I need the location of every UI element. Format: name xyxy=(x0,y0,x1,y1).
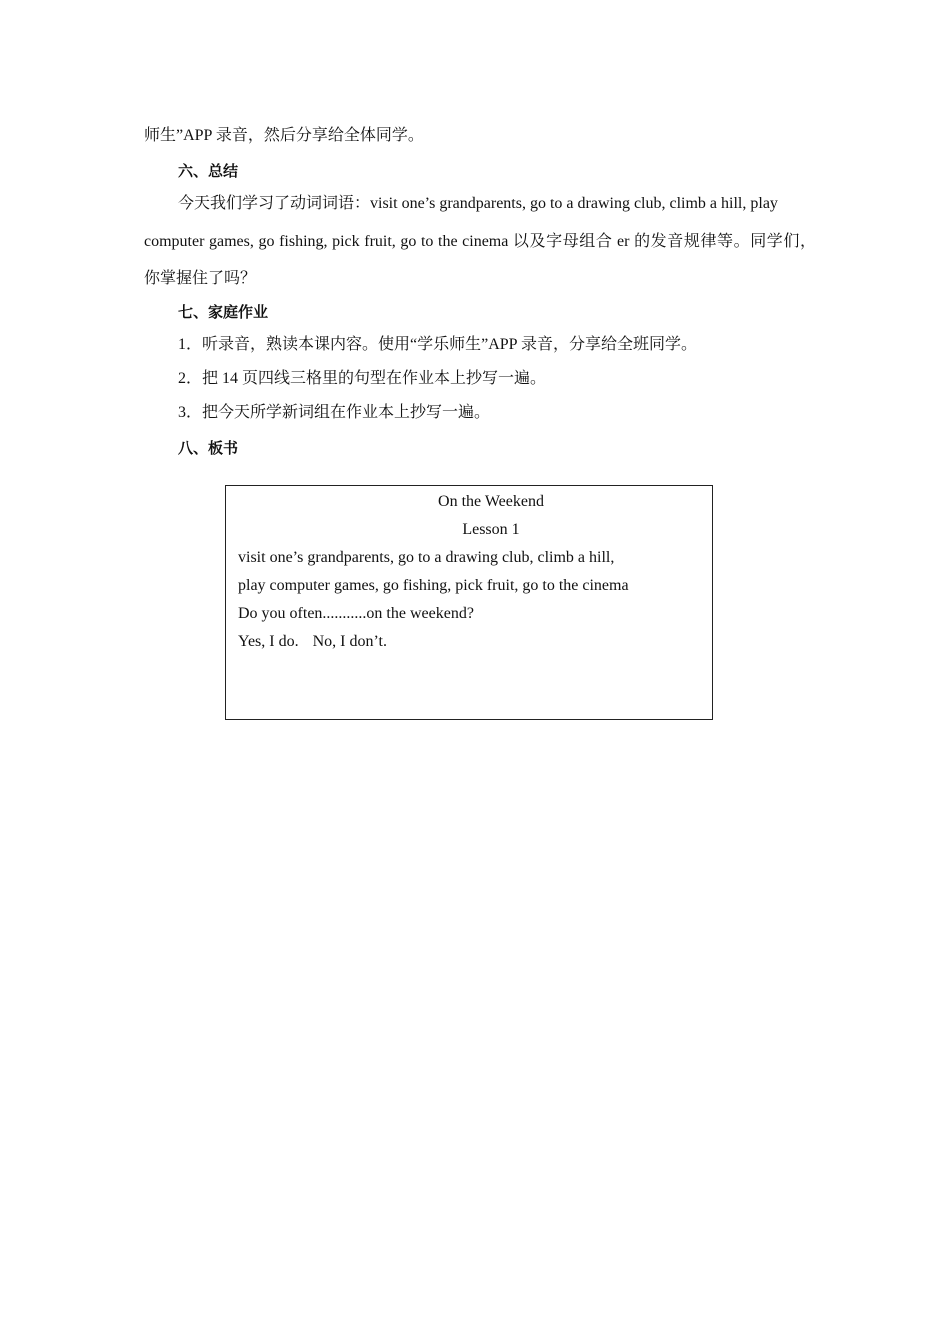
homework-item-1: 1．听录音，熟读本课内容。使用“学乐师生”APP 录音，分享给全班同学。 xyxy=(178,336,697,353)
blackboard-phrases-line-2: play computer games, go fishing, pick fruit, go to the cinema xyxy=(238,577,629,594)
continued-paragraph-line: 师生”APP 录音，然后分享给全体同学。 xyxy=(144,127,424,144)
blackboard-question: Do you often...........on the weekend? xyxy=(238,605,474,622)
homework-item-3: 3．把今天所学新词组在作业本上抄写一遍。 xyxy=(178,404,491,421)
section-6-heading: 六、总结 xyxy=(178,162,239,180)
summary-line-2: computer games, go fishing, pick fruit, go to the cinema 以及字母组合 er 的发音规律等。同学们， xyxy=(144,233,816,250)
blackboard-phrases-line-1: visit one’s grandparents, go to a drawing club, climb a hill, xyxy=(238,549,615,566)
section-7-heading: 七、家庭作业 xyxy=(178,303,269,321)
answer-no: No, I don’t. xyxy=(312,633,387,650)
homework-item-2: 2．把 14 页四线三格里的句型在作业本上抄写一遍。 xyxy=(178,370,547,387)
blackboard-title: On the Weekend xyxy=(438,493,544,510)
answer-yes: Yes, I do. xyxy=(238,633,299,650)
blackboard-subtitle: Lesson 1 xyxy=(462,521,520,538)
blackboard-answers xyxy=(238,632,387,652)
summary-line-3: 你掌握住了吗？ xyxy=(144,270,257,287)
section-8-heading: 八、板书 xyxy=(178,439,239,457)
blackboard-box xyxy=(225,485,713,720)
summary-line-1: 今天我们学习了动词词语：visit one’s grandparents, go to a drawing club, climb a hill, play xyxy=(178,195,778,212)
